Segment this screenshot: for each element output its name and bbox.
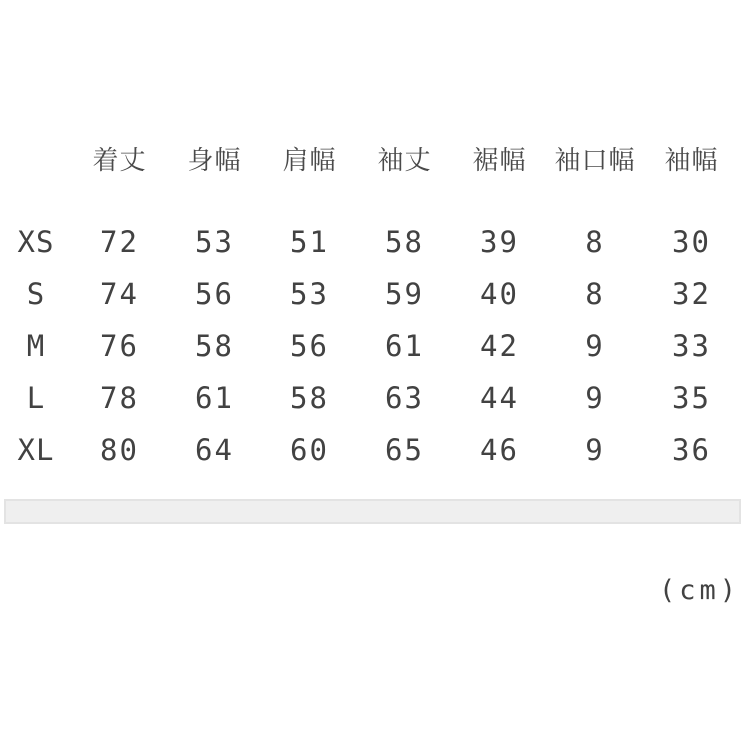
measurement-value: 74 xyxy=(100,277,139,311)
measurement-value: 46 xyxy=(480,433,519,467)
size-label: XS xyxy=(17,225,55,259)
size-label: XL xyxy=(17,433,55,467)
measurement-value: 9 xyxy=(585,329,605,363)
measurement-value: 8 xyxy=(585,277,605,311)
measurement-value: 9 xyxy=(585,433,605,467)
measurement-value: 8 xyxy=(585,225,605,259)
measurement-value: 9 xyxy=(585,381,605,415)
measurement-value: 51 xyxy=(290,225,329,259)
measurement-value: 44 xyxy=(480,381,519,415)
table-body xyxy=(0,216,740,476)
table-row-xs xyxy=(0,216,740,268)
measurement-value: 56 xyxy=(195,277,234,311)
measurement-value: 58 xyxy=(385,225,424,259)
measurement-value: 72 xyxy=(100,225,139,259)
measurement-value: 36 xyxy=(672,433,711,467)
column-header-sleeve-length: 袖丈 xyxy=(377,144,432,175)
table-row-s xyxy=(0,268,740,320)
measurement-value: 61 xyxy=(385,329,424,363)
size-chart-table xyxy=(0,130,740,476)
size-label: M xyxy=(26,329,46,363)
divider-bar xyxy=(4,499,741,524)
measurement-value: 53 xyxy=(195,225,234,259)
measurement-value: 42 xyxy=(480,329,519,363)
column-header-body-width: 身幅 xyxy=(187,144,242,175)
measurement-value: 40 xyxy=(480,277,519,311)
table-row-xl xyxy=(0,424,740,476)
measurement-value: 80 xyxy=(100,433,139,467)
measurement-value: 60 xyxy=(290,433,329,467)
table-row-l xyxy=(0,372,740,424)
measurement-value: 64 xyxy=(195,433,234,467)
measurement-value: 65 xyxy=(385,433,424,467)
column-header-hem-width: 裾幅 xyxy=(472,144,527,175)
measurement-value: 33 xyxy=(672,329,711,363)
measurement-value: 53 xyxy=(290,277,329,311)
measurement-value: 78 xyxy=(100,381,139,415)
measurement-value: 35 xyxy=(672,381,711,415)
size-label: S xyxy=(26,277,46,311)
measurement-value: 61 xyxy=(195,381,234,415)
measurement-value: 30 xyxy=(672,225,711,259)
column-header-cuff-width: 袖口幅 xyxy=(554,144,636,175)
column-header-shoulder-width: 肩幅 xyxy=(282,144,337,175)
header-row xyxy=(0,130,740,186)
table-row-m xyxy=(0,320,740,372)
measurement-value: 58 xyxy=(195,329,234,363)
measurement-value: 58 xyxy=(290,381,329,415)
measurement-value: 63 xyxy=(385,381,424,415)
measurement-value: 39 xyxy=(480,225,519,259)
size-label: L xyxy=(26,381,46,415)
column-header-sleeve-width: 袖幅 xyxy=(664,144,719,175)
unit-label: (cm) xyxy=(658,575,740,606)
measurement-value: 59 xyxy=(385,277,424,311)
measurement-value: 32 xyxy=(672,277,711,311)
measurement-value: 76 xyxy=(100,329,139,363)
measurement-value: 56 xyxy=(290,329,329,363)
column-header-body-length: 着丈 xyxy=(92,144,147,175)
